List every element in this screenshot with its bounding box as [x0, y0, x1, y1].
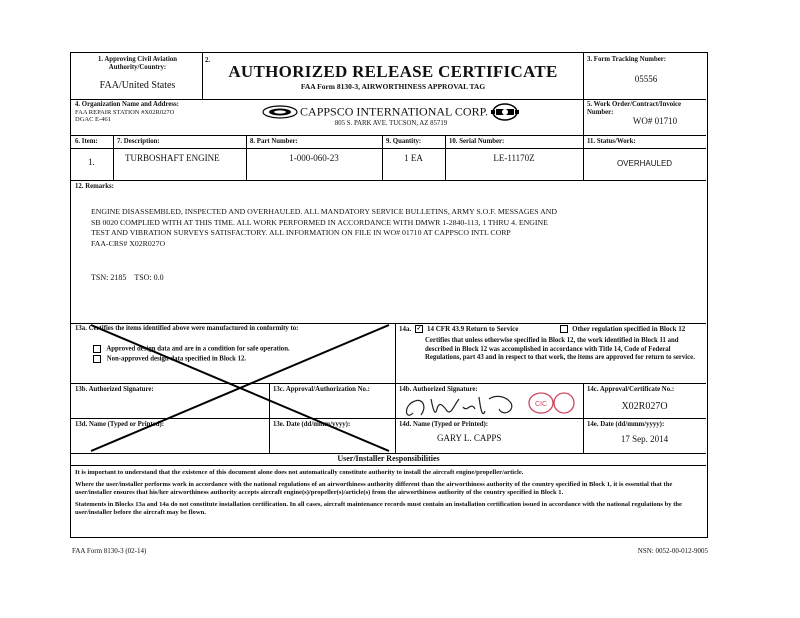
cappsco-logo-left-icon [262, 105, 298, 119]
organization-name: CAPPSCO INTERNATIONAL CORP. [300, 104, 488, 119]
header-status-work: 11. Status/Work: [587, 138, 636, 145]
void-cross-mark [71, 323, 395, 453]
block-work-order [587, 101, 705, 126]
block14b-label: 14b. Authorized Signature: [399, 386, 478, 393]
status-work-value: OVERHAULED [616, 159, 673, 168]
approving-authority-value: FAA/United States [99, 80, 176, 91]
block13c-label: 13c. Approval/Authorization No.: [273, 386, 370, 393]
return-to-service-label: 14 CFR 43.9 Return to Service [427, 325, 519, 333]
tsn-value: TSN: 2185 [91, 273, 127, 282]
organization-header [241, 102, 541, 127]
block3-label: 3. Form Tracking Number: [587, 56, 667, 63]
responsibilities-paragraph-3: Statements in Blocks 13a and 14a do not constitute installation certification. In all cases, aircraft maintenance records must contain an installation certification issued in accordance with the national regulations by the user/installer before the aircraft may be flown. [75, 501, 682, 516]
form-revision-footer: FAA Form 8130-3 (02-14) [72, 547, 147, 555]
block13e-label: 13e. Date (dd/mmm/yyyy): [273, 421, 351, 428]
block5-label: 5. Work Order/Contract/Invoice Number: [587, 101, 682, 116]
part-number-value: 1-000-060-23 [289, 153, 339, 163]
serial-number-value: LE-11170Z [493, 153, 535, 163]
description-value: TURBOSHAFT ENGINE [125, 153, 220, 163]
block4-label: 4. Organization Name and Address: [75, 101, 179, 108]
dgac-number: DGAC E-461 [75, 116, 111, 123]
work-order-number: WO# 01710 [632, 116, 678, 126]
header-serial-number: 10. Serial Number: [449, 138, 505, 145]
approved-design-label: Approved design data and are in a condition for safe operation. [106, 345, 290, 353]
release-certificate-form [70, 52, 708, 538]
time-since-values [91, 273, 701, 282]
responsibilities-title: User/Installer Responsibilities [337, 454, 440, 463]
block14a-label: 14a. [399, 325, 412, 333]
block14a-options [399, 325, 705, 333]
item-value: 1. [88, 157, 95, 167]
nsn-footer: NSN: 0052-00-012-9005 [637, 547, 708, 555]
header-quantity: 9. Quantity: [386, 138, 422, 145]
responsibilities-section [75, 469, 703, 517]
block-title [205, 56, 581, 91]
block-organization [75, 101, 581, 135]
block13b-label: 13b. Authorized Signature: [75, 386, 154, 393]
responsibilities-paragraph-1: It is important to understand that the existence of this document alone does not automatically constitute authority to install the aircraft engine/propeller/article. [75, 469, 524, 476]
header-description: 7. Description: [117, 138, 160, 145]
authorized-signature-image [401, 387, 581, 421]
block1-label: 1. Approving Civil Aviation Authority/Country: [97, 56, 178, 71]
remarks-line-3: TEST AND VIBRATION SURVEYS SATISFACTORY. ALL INFORMATION ON FILE IN WO# 01710 AT CAPPSCO INTL CORP [91, 228, 511, 237]
block2-label: 2. [205, 57, 211, 64]
form-title: AUTHORIZED RELEASE CERTIFICATE [228, 62, 558, 81]
return-to-service-checkbox[interactable]: ✓ [416, 326, 422, 333]
block14d-label: 14d. Name (Typed or Printed): [399, 421, 489, 428]
organization-address: 805 S. PARK AVE. TUCSON, AZ 85719 [334, 120, 448, 127]
repair-station-number: FAA REPAIR STATION #X02R027O [75, 109, 175, 116]
tso-value: TSO: 0.0 [134, 273, 164, 282]
signature-stamp-text: CIC [534, 401, 548, 408]
remarks-label: 12. Remarks: [75, 183, 114, 190]
block13a-label: 13a. Certifies the items identified above were manufactured in conformity to: [75, 325, 299, 332]
approval-certificate-number: X02R027O [621, 401, 668, 412]
block-14a [399, 325, 705, 383]
block14e-label: 14e. Date (dd/mmm/yyyy): [587, 421, 665, 428]
date-value: 17 Sep. 2014 [620, 434, 669, 444]
quantity-value: 1 EA [404, 153, 423, 163]
other-regulation-label: Other regulation specified in Block 12 [572, 325, 686, 333]
block14a-certification-text: Certifies that unless otherwise specified in Block 12, the work identified in Block 11 and described in Block 12 was accomplished in accordance with Title 14, Code of Federal Regulations, part 43 and in respect to that work, the items are approved for return to service. [425, 337, 695, 361]
remarks-line-4: FAA-CRS# X02R027O [91, 238, 166, 248]
other-regulation-checkbox[interactable] [560, 325, 568, 333]
block13d-label: 13d. Name (Typed or Printed): [75, 421, 165, 428]
block14c-label: 14c. Approval/Certificate No.: [587, 386, 675, 393]
block-approving-authority [75, 56, 200, 91]
cappsco-logo-right-icon [490, 102, 520, 122]
block-remarks [75, 183, 701, 321]
remarks-line-1: ENGINE DISASSEMBLED, INSPECTED AND OVERHAULED. ALL MANDATORY SERVICE BULLETINS, ARMY S.O.F. MESSAGES AND [91, 207, 558, 216]
block-form-tracking [587, 56, 705, 84]
header-item: 6. Item: [75, 138, 98, 145]
printed-name-value: GARY L. CAPPS [437, 433, 502, 443]
header-part-number: 8. Part Number: [250, 138, 298, 145]
form-subtitle: FAA Form 8130-3, AIRWORTHINESS APPROVAL TAG [300, 82, 486, 91]
non-approved-design-label: Non-approved design data specified in Block 12. [106, 355, 247, 363]
remarks-line-2: SB 0020 COMPLIED WITH AT THIS TIME. ALL WORK PERFORMED IN ACCORDANCE WITH DMWR 1-2840-113, 1 THRU 4. ENGINE [91, 217, 548, 227]
remarks-text [91, 207, 701, 249]
form-tracking-number: 05556 [634, 74, 658, 84]
responsibilities-paragraph-2: Where the user/installer performs work in accordance with the national regulations of an airworthiness authority different than the airworthiness authority of the country specified in Block 1, it is essential that the user/installer ensures that his/her airworthiness authority accepts aircraft engine(s)/propeller(s)/article(s) from the airworthiness authority of the country specified in Block 1. [75, 481, 673, 496]
